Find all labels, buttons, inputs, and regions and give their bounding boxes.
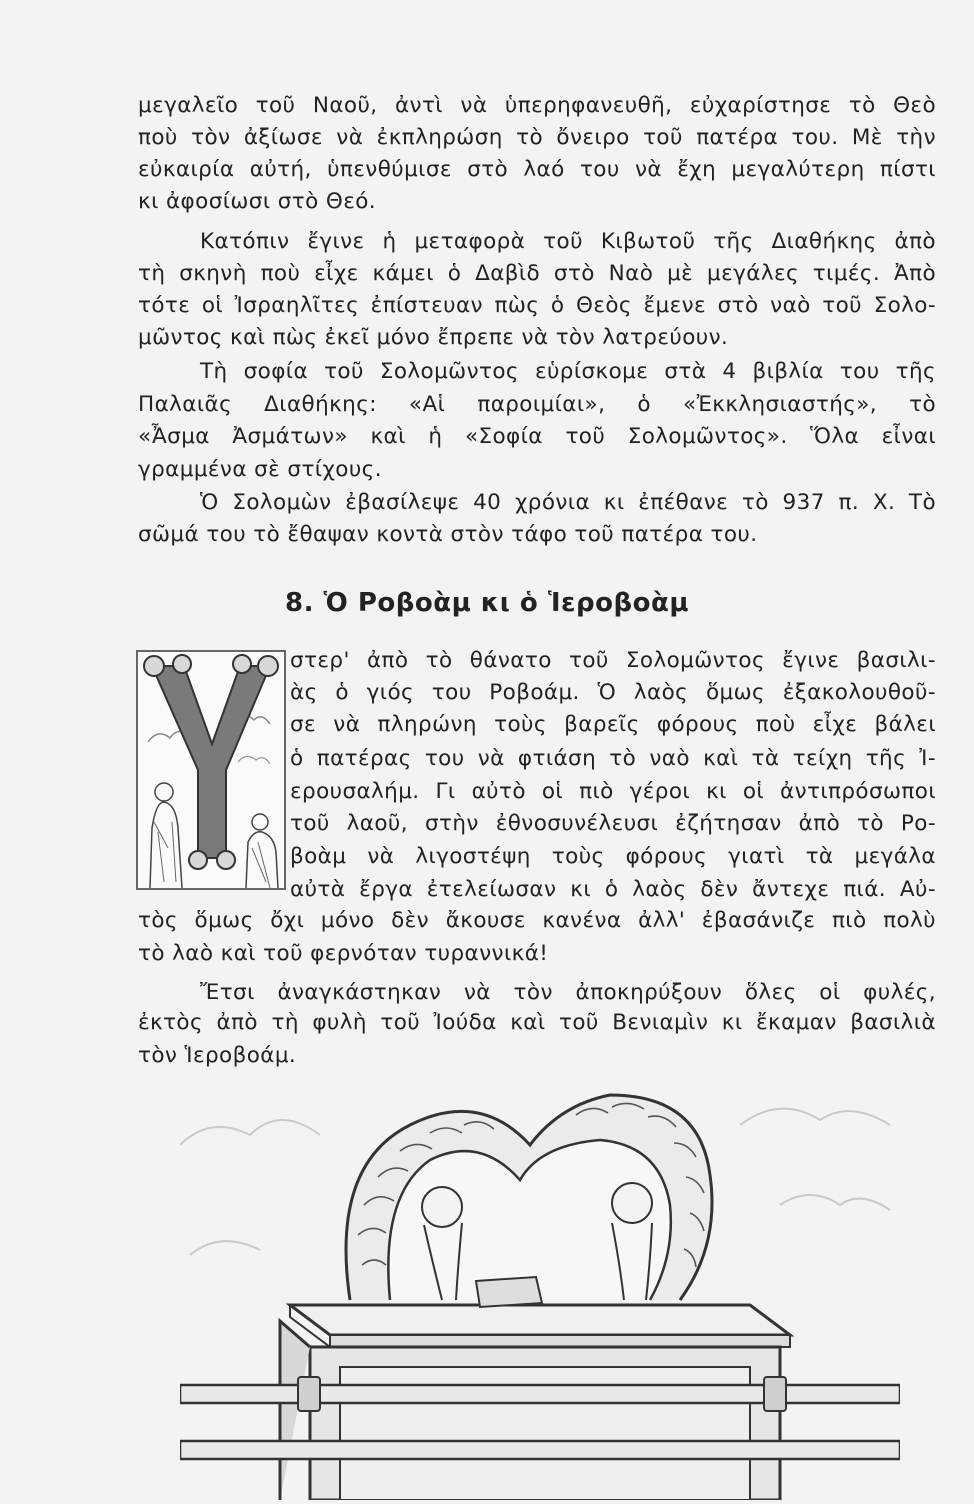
- text-line: «Ἆσμα Ἀσμάτων» καὶ ἡ «Σοφία τοῦ Σολομῶντος». Ὅλα εἶναι: [138, 424, 936, 449]
- text-line: τότε οἱ Ἰσραηλῖτες ἐπίστευαν πὼς ὁ Θεὸς ἔμενε στὸ ναὸ τοῦ Σολο-: [138, 293, 936, 318]
- text-line: εὐκαιρία αὐτή, ὑπενθύμισε στὸ λαό του νὰ ἔχη μεγαλύτερη πίστι: [138, 157, 936, 182]
- text-line: ερουσαλήμ. Γι αὐτὸ οἱ πιὸ γέροι κι οἱ ἀντιπρόσωποι: [290, 779, 936, 804]
- text-line: τὸ λαὸ καὶ τοῦ φερνόταν τυραννικά!: [138, 941, 549, 966]
- text-line: ἐκτὸς ἀπὸ τὴ φυλὴ τοῦ Ἰούδα καὶ τοῦ Βενιαμὶν κι ἔκαμαν βασιλιὰ: [138, 1010, 936, 1035]
- drop-initial-illustration: [138, 652, 284, 888]
- text-line: τοῦ λαοῦ, στὴν ἐθνοσυνέλευσι ἐζήτησαν ἀπὸ τὸ Ρο-: [290, 811, 936, 836]
- text-line: σε νὰ πληρώνη τοὺς βαρεῖς φόρους ποὺ εἶχε βάλει: [290, 712, 936, 737]
- text-line: σῶμά του τὸ ἔθαψαν κοντὰ στὸν τάφο τοῦ πατέρα του.: [138, 522, 758, 547]
- text-line: ὰς ὁ γιός του Ροβοάμ. Ὁ λαὸς ὅμως ἐξακολουθοῦ-: [290, 680, 936, 705]
- text-line: Τὴ σοφία τοῦ Σολομῶντος εὑρίσκομε στὰ 4 βιβλία του τῆς: [200, 359, 936, 384]
- text-line: μῶντος καὶ πὼς ἐκεῖ μόνο ἔπρεπε νὰ τὸν λατρεύουν.: [138, 325, 729, 350]
- text-line: Παλαιᾶς Διαθήκης: «Αἱ παροιμίαι», ὁ «Ἐκκλησιαστής», τὸ: [138, 392, 936, 417]
- text-line: τὴ σκηνὴ ποὺ εἶχε κάμει ὁ Δαβὶδ στὸ Ναὸ μὲ μεγάλες τιμές. Ἀπὸ: [138, 261, 936, 286]
- text-line: Ὁ Σολομὼν ἐβασίλεψε 40 χρόνια κι ἐπέθανε τὸ 937 π. Χ. Τὸ: [200, 490, 936, 515]
- text-line: τὸν Ἱεροβοάμ.: [138, 1043, 297, 1068]
- text-line: κι ἀφοσίωσι στὸ Θεό.: [138, 189, 377, 214]
- ark-of-the-covenant-illustration: [180, 1085, 900, 1500]
- text-line: Κατόπιν ἔγινε ἡ μεταφορὰ τοῦ Κιβωτοῦ τῆς Διαθήκης ἀπὸ: [200, 229, 936, 254]
- section-heading: 8. Ὁ Ροβοὰμ κι ὁ Ἱεροβοὰμ: [285, 588, 689, 618]
- drop-initial: [136, 650, 286, 890]
- text-line: μεγαλεῖο τοῦ Ναοῦ, ἀντὶ νὰ ὑπερηφανευθῆ, εὐχαρίστησε τὸ Θεὸ: [138, 93, 936, 118]
- text-line: ὁ πατέρας του νὰ φτιάση τὸ ναὸ καὶ τὰ τείχη τῆς Ἰ-: [290, 746, 936, 771]
- text-line: Ἔτσι ἀναγκάστηκαν νὰ τὸν ἀποκηρύξουν ὅλες οἱ φυλές,: [200, 980, 936, 1005]
- text-line: τὸς ὅμως ὄχι μόνο δὲν ἄκουσε κανένα ἀλλ' ἐβασάνιζε πιὸ πολὺ: [138, 908, 936, 933]
- text-line: βοὰμ νὰ λιγοστέψη τοὺς φόρους γιατὶ τὰ μεγάλα: [290, 844, 936, 869]
- text-line: γραμμένα σὲ στίχους.: [138, 457, 382, 482]
- text-line: ποὺ τὸν ἀξίωσε νὰ ἐκπληρώση τὸ ὄνειρο τοῦ πατέρα του. Μὲ τὴν: [138, 125, 936, 150]
- text-line: στερ' ἀπὸ τὸ θάνατο τοῦ Σολομῶντος ἔγινε βασιλι-: [290, 648, 936, 673]
- text-line: αὐτὰ ἔργα ἐτελείωσαν κι ὁ λαὸς δὲν ἄντεχε πιά. Αὐ-: [290, 877, 936, 902]
